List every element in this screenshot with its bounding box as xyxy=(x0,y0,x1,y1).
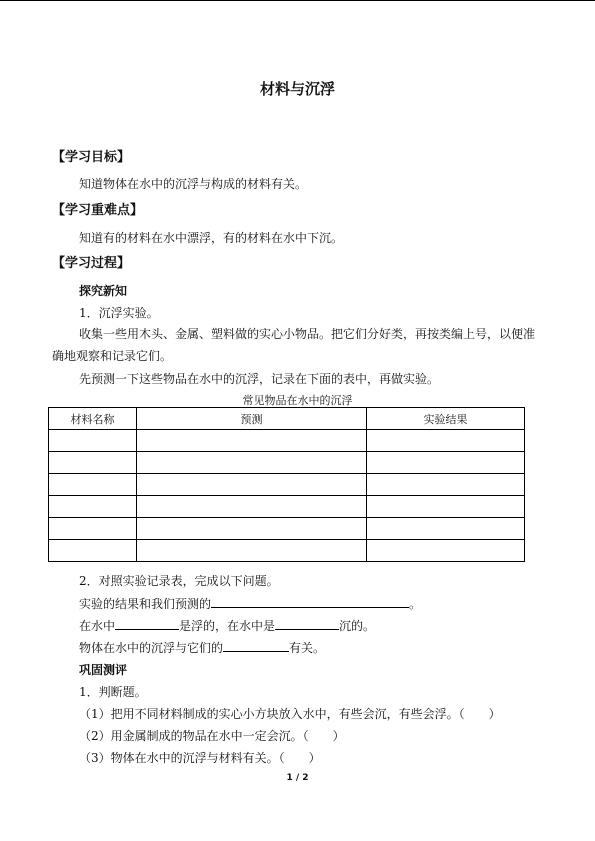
subheading-explore: 探究新知 xyxy=(79,284,128,298)
question-3-after: 有关。 xyxy=(289,641,326,655)
table-cell[interactable] xyxy=(49,452,137,474)
section-heading-goal: 【学习目标】 xyxy=(52,150,131,165)
table-cell[interactable] xyxy=(49,540,137,562)
explore-para2: 先预测一下这些物品在水中的沉浮，记录在下面的表中，再做实验。 xyxy=(79,372,440,386)
question-2-part-c: 沉的。 xyxy=(339,619,376,633)
explore-para1-line2: 确地观察和记录它们。 xyxy=(52,349,173,363)
table-cell[interactable] xyxy=(137,430,367,452)
answer-blank-2[interactable] xyxy=(115,617,179,630)
question-3 xyxy=(79,639,325,656)
question-3-before: 物体在水中的沉浮与它们的 xyxy=(79,641,224,655)
table-header-row xyxy=(49,408,525,430)
table-cell[interactable] xyxy=(137,452,367,474)
table-cell[interactable] xyxy=(137,540,367,562)
section-heading-key: 【学习重难点】 xyxy=(52,203,144,218)
table-cell[interactable] xyxy=(137,474,367,496)
question-1 xyxy=(79,595,421,612)
table-row xyxy=(49,540,525,562)
question-1-before: 实验的结果和我们预测的 xyxy=(79,597,212,611)
judgment-statement-3: （3）物体在水中的沉浮与材料有关。（ ） xyxy=(79,751,321,765)
question-2-part-b: 是浮的，在水中是 xyxy=(179,619,276,633)
subheading-consolidate: 巩固测评 xyxy=(79,663,128,677)
judgment-statement-1: （1）把用不同材料制成的实心小方块放入水中，有些会沉，有些会浮。（ ） xyxy=(79,707,501,721)
header-result: 实验结果 xyxy=(367,408,525,430)
answer-blank-4[interactable] xyxy=(223,639,289,652)
table-cell[interactable] xyxy=(49,430,137,452)
table-row xyxy=(49,452,525,474)
table-caption: 常见物品在水中的沉浮 xyxy=(242,394,353,407)
explore-para1-line1: 收集一些用木头、金属、塑料做的实心小物品。把它们分好类，再按类编上号，以便准 xyxy=(79,327,536,341)
table-cell[interactable] xyxy=(367,540,525,562)
goal-text: 知道物体在水中的沉浮与构成的材料有关。 xyxy=(79,177,308,191)
header-prediction: 预测 xyxy=(137,408,367,430)
question-2 xyxy=(79,617,375,634)
table-cell[interactable] xyxy=(367,496,525,518)
question-item2: 2．对照实验记录表，完成以下问题。 xyxy=(79,574,279,588)
table-cell[interactable] xyxy=(367,518,525,540)
page-number: 1 / 2 xyxy=(286,773,309,783)
table-row xyxy=(49,518,525,540)
record-table xyxy=(48,407,525,562)
table-cell[interactable] xyxy=(367,430,525,452)
table-row xyxy=(49,496,525,518)
table-cell[interactable] xyxy=(49,518,137,540)
section-heading-process: 【学习过程】 xyxy=(52,256,131,271)
page-title: 材料与沉浮 xyxy=(259,80,335,98)
header-rule xyxy=(0,0,595,1)
table-cell[interactable] xyxy=(137,496,367,518)
table-cell[interactable] xyxy=(49,496,137,518)
judgment-statement-2: （2）用金属制成的物品在水中一定会沉。（ ） xyxy=(79,729,345,743)
table-cell[interactable] xyxy=(367,452,525,474)
question-1-after: 。 xyxy=(409,597,422,611)
table-cell[interactable] xyxy=(49,474,137,496)
table-row xyxy=(49,474,525,496)
table-cell[interactable] xyxy=(367,474,525,496)
explore-item1: 1．沉浮实验。 xyxy=(79,306,159,320)
question-2-part-a: 在水中 xyxy=(79,619,116,633)
header-material: 材料名称 xyxy=(49,408,137,430)
key-text: 知道有的材料在水中漂浮，有的材料在水中下沉。 xyxy=(79,231,344,245)
consolidate-item1: 1．判断题。 xyxy=(79,685,147,699)
table-cell[interactable] xyxy=(137,518,367,540)
table-row xyxy=(49,430,525,452)
answer-blank-3[interactable] xyxy=(275,617,339,630)
answer-blank-1[interactable] xyxy=(211,595,409,608)
